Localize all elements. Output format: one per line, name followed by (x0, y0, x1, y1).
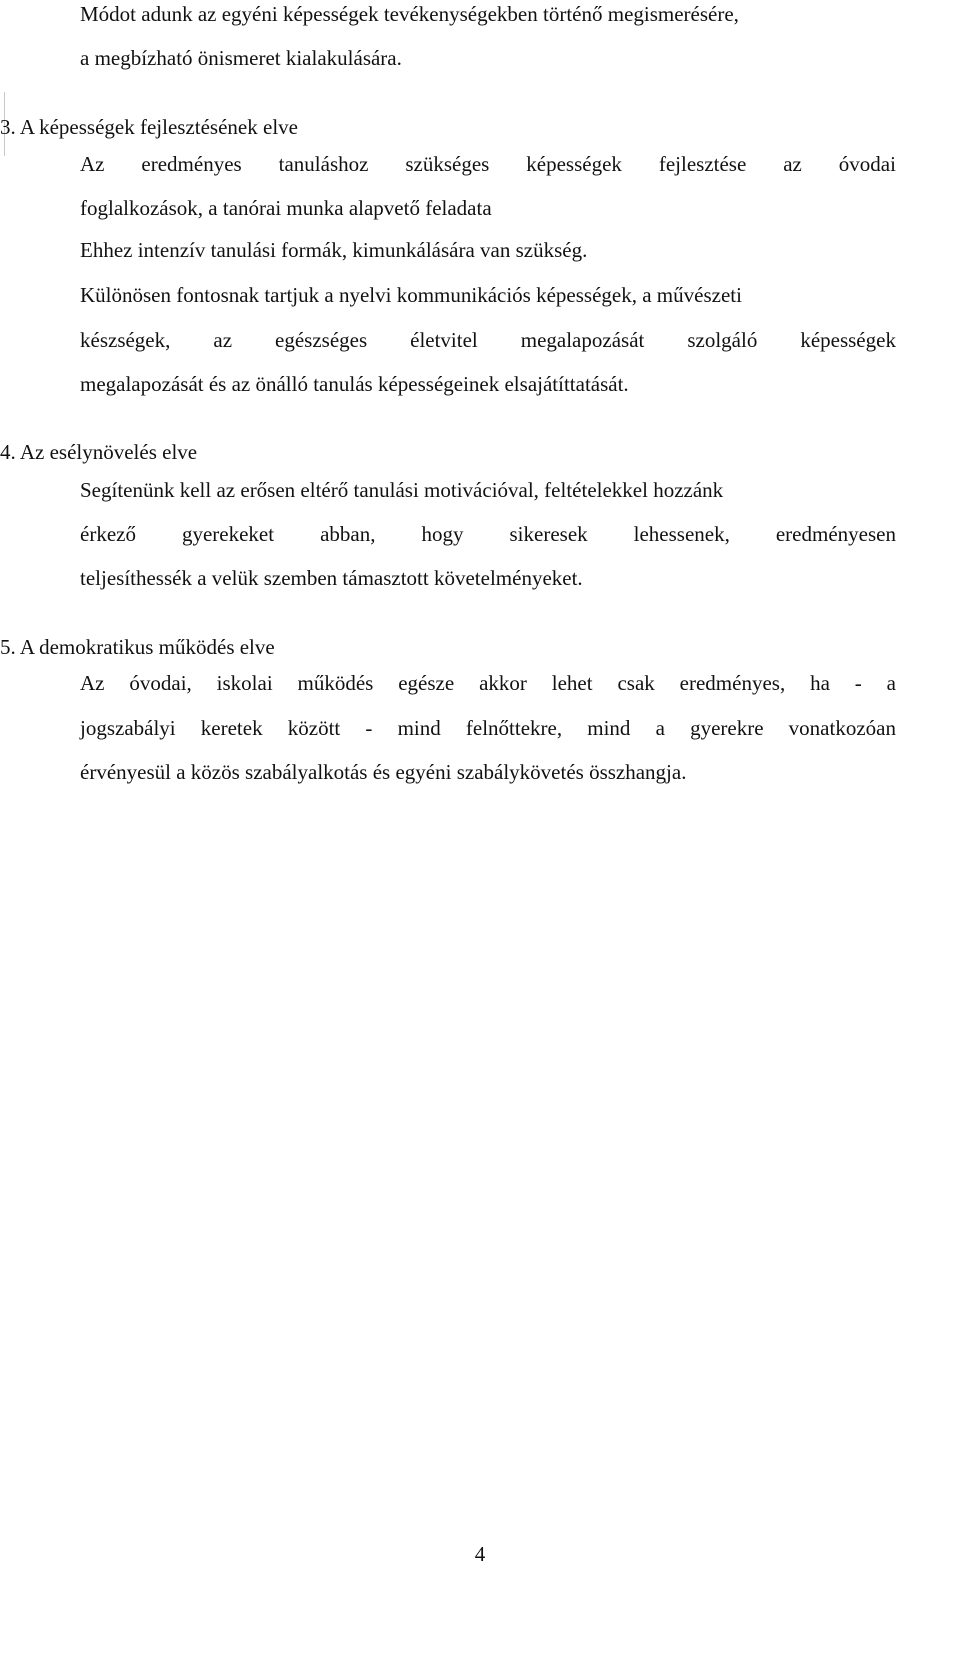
word: mind (397, 716, 441, 740)
word: lehessenek, (633, 522, 730, 546)
section-5-line-3: érvényesül a közös szabályalkotás és egyéni szabálykövetés összhangja. (80, 760, 687, 784)
word: gyerekre (690, 716, 764, 740)
intro-line-2: a megbízható önismeret kialakulására. (80, 46, 402, 70)
word: sikeresek (509, 522, 588, 546)
section-5-heading: 5. A demokratikus működés elve (0, 635, 275, 659)
word: eredményes, (679, 671, 786, 695)
section-3-line-3: Ehhez intenzív tanulási formák, kimunkálására van szükség. (80, 238, 588, 262)
word: eredményesen (775, 522, 896, 546)
word: felnőttekre, (465, 716, 563, 740)
word: között (287, 716, 341, 740)
word: egésze (398, 671, 455, 695)
section-3-line-4: Különösen fontosnak tartjuk a nyelvi kommunikációs képességek, a művészeti (80, 283, 742, 307)
word: - (365, 716, 373, 740)
word: megalapozását (520, 328, 645, 352)
word: gyerekeket (181, 522, 275, 546)
section-5-line-2 (80, 718, 896, 739)
word: - (854, 671, 862, 695)
section-3-heading: 3. A képességek fejlesztésének elve (0, 115, 298, 139)
word: életvitel (410, 328, 478, 352)
word: az (783, 152, 802, 176)
word: a (886, 671, 896, 695)
word: abban, (320, 522, 376, 546)
word: egészséges (275, 328, 368, 352)
section-4-heading: 4. Az esélynövelés elve (0, 440, 198, 464)
section-4-line-1: Segítenünk kell az erősen eltérő tanulási motivációval, feltételekkel hozzánk (80, 478, 724, 502)
section-3-line-1 (80, 154, 896, 175)
word: lehet (551, 671, 593, 695)
word: vonatkozóan (788, 716, 896, 740)
intro-line-1: Módot adunk az egyéni képességek tevékenységekben történő megismerésére, (80, 2, 739, 26)
word: Az (80, 152, 105, 176)
word: az (213, 328, 233, 352)
word: készségek, (80, 328, 171, 352)
word: szolgáló (687, 328, 758, 352)
word: tanuláshoz (278, 152, 369, 176)
word: óvodai, (129, 671, 192, 695)
word: akkor (479, 671, 527, 695)
page-number: 4 (474, 1542, 486, 1566)
word: a (655, 716, 665, 740)
word: képességek (526, 152, 622, 176)
section-4-line-3: teljesíthessék a velük szemben támasztott követelményeket. (80, 566, 583, 590)
word: iskolai (216, 671, 273, 695)
word: képességek (800, 328, 896, 352)
section-3-line-5 (80, 330, 896, 351)
word: jogszabályi (80, 716, 176, 740)
word: mind (587, 716, 631, 740)
word: Az (80, 671, 105, 695)
word: ha (810, 671, 830, 695)
section-4-line-2 (80, 524, 896, 545)
word: működés (297, 671, 374, 695)
word: szükséges (405, 152, 490, 176)
word: óvodai (838, 152, 896, 176)
word: fejlesztése (658, 152, 747, 176)
word: hogy (421, 522, 464, 546)
word: keretek (200, 716, 263, 740)
section-5-line-1 (80, 673, 896, 694)
section-3-line-6: megalapozását és az önálló tanulás képességeinek elsajátíttatását. (80, 372, 629, 396)
word: érkező (80, 522, 136, 546)
section-3-line-2: foglalkozások, a tanórai munka alapvető feladata (80, 196, 492, 220)
word: eredményes (141, 152, 242, 176)
word: csak (617, 671, 655, 695)
